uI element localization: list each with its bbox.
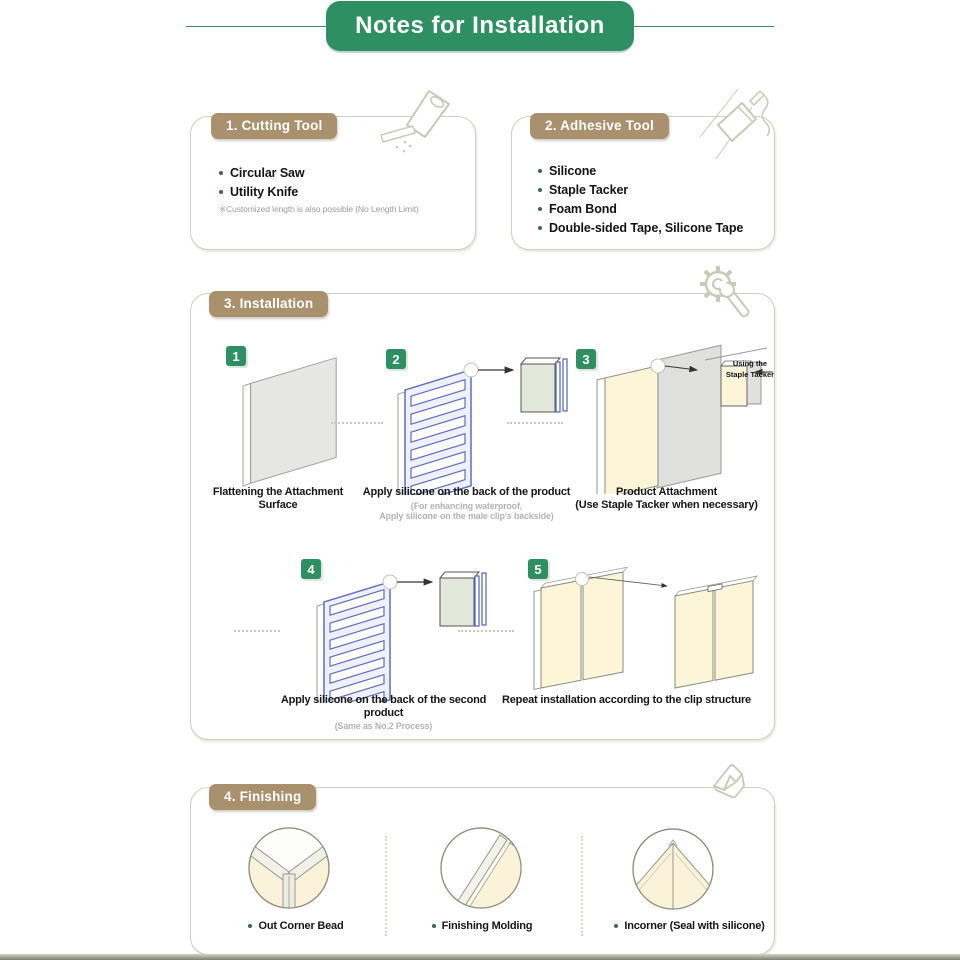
cutting-tool-section <box>190 116 476 250</box>
out-corner-bead-diagram <box>247 826 331 910</box>
annotation-line: Using the <box>732 359 768 368</box>
adhesive-tool-section <box>511 116 775 250</box>
step-1-caption: Flattening the Attachment Surface <box>212 486 344 511</box>
step-1-badge: 1 <box>226 346 246 366</box>
list-item-label: Circular Saw <box>230 166 305 180</box>
list-item <box>219 166 419 180</box>
bullet-dot <box>538 188 542 192</box>
finishing-item-label: Incorner (Seal with silicone) <box>624 920 765 932</box>
finishing-item <box>407 920 557 932</box>
incorner-diagram <box>631 827 715 911</box>
finishing-item <box>587 920 792 932</box>
step-4-badge: 4 <box>301 559 321 579</box>
dotted-divider <box>581 836 583 936</box>
list-item-label: Utility Knife <box>230 185 299 199</box>
list-item-label: Foam Bond <box>549 202 617 216</box>
bullet-dot <box>432 924 436 928</box>
list-item-label: Double-sided Tape, Silicone Tape <box>549 221 744 235</box>
bullet-dot <box>538 169 542 173</box>
bullet-dot <box>219 171 223 175</box>
installation-section <box>190 293 775 740</box>
list-item-label: Silicone <box>549 164 597 178</box>
dotted-connector <box>331 422 383 424</box>
finishing-section <box>190 787 775 955</box>
adhesive-tool-label: 2. Adhesive Tool <box>530 113 669 139</box>
cutting-tool-list <box>219 161 419 215</box>
list-item <box>538 183 743 197</box>
step-1-diagram <box>229 352 354 487</box>
finishing-item-label: Finishing Molding <box>441 920 533 932</box>
bullet-dot <box>248 924 252 928</box>
list-item <box>219 185 419 199</box>
bottom-edge-bar <box>0 954 960 960</box>
step-5-badge: 5 <box>528 559 548 579</box>
step-3-badge: 3 <box>576 349 596 369</box>
cutting-tool-label: 1. Cutting Tool <box>211 113 337 139</box>
list-item <box>538 164 743 178</box>
finishing-label: 4. Finishing <box>209 784 316 810</box>
page-title: Notes for Installation <box>326 1 634 51</box>
step-4-caption <box>266 694 501 731</box>
caption-subtext: (Same as No.2 Process) <box>334 721 433 732</box>
list-item <box>538 202 743 216</box>
bullet-dot <box>614 924 618 928</box>
step-2-caption <box>359 486 574 521</box>
dotted-connector <box>458 630 514 632</box>
finishing-item-label: Out Corner Bead <box>258 920 344 932</box>
dotted-divider <box>385 836 387 936</box>
annotation-line: Staple Tacker <box>725 370 775 380</box>
step-3-caption <box>569 486 764 511</box>
step-5-diagram <box>519 560 759 695</box>
step-2-badge: 2 <box>386 349 406 369</box>
step-3-annotation <box>719 358 781 381</box>
finishing-molding-diagram <box>439 826 523 910</box>
caption-text: Apply silicone on the back of the second product <box>280 694 487 719</box>
caption-subtext: (For enhancing waterproof, <box>410 500 523 511</box>
caption-text: (Use Staple Tacker when necessary) <box>575 498 758 511</box>
dotted-connector <box>507 422 563 424</box>
caption-text: Product Attachment <box>615 486 718 498</box>
gear-wrench-icon <box>694 262 758 326</box>
finishing-item <box>221 920 371 932</box>
bullet-dot <box>538 207 542 211</box>
installation-label: 3. Installation <box>209 291 328 317</box>
dotted-connector <box>234 630 280 632</box>
caption-subtext: Apply silicone on the male clip's backside) <box>379 510 554 521</box>
utility-knife-icon <box>369 85 465 159</box>
adhesive-tool-list <box>538 159 743 240</box>
silicone-tube-icon <box>694 87 782 165</box>
step-5-caption: Repeat installation according to the clip structure <box>502 694 751 706</box>
step-4-diagram <box>294 562 494 702</box>
list-item <box>538 221 743 235</box>
bullet-dot <box>219 190 223 194</box>
cutting-note: ※Customized length is also possible (No Length Limit) <box>219 204 419 214</box>
bullet-dot <box>538 226 542 230</box>
corner-molding-icon <box>696 756 754 814</box>
caption-text: Apply silicone on the back of the product <box>362 486 571 498</box>
list-item-label: Staple Tacker <box>549 183 629 197</box>
